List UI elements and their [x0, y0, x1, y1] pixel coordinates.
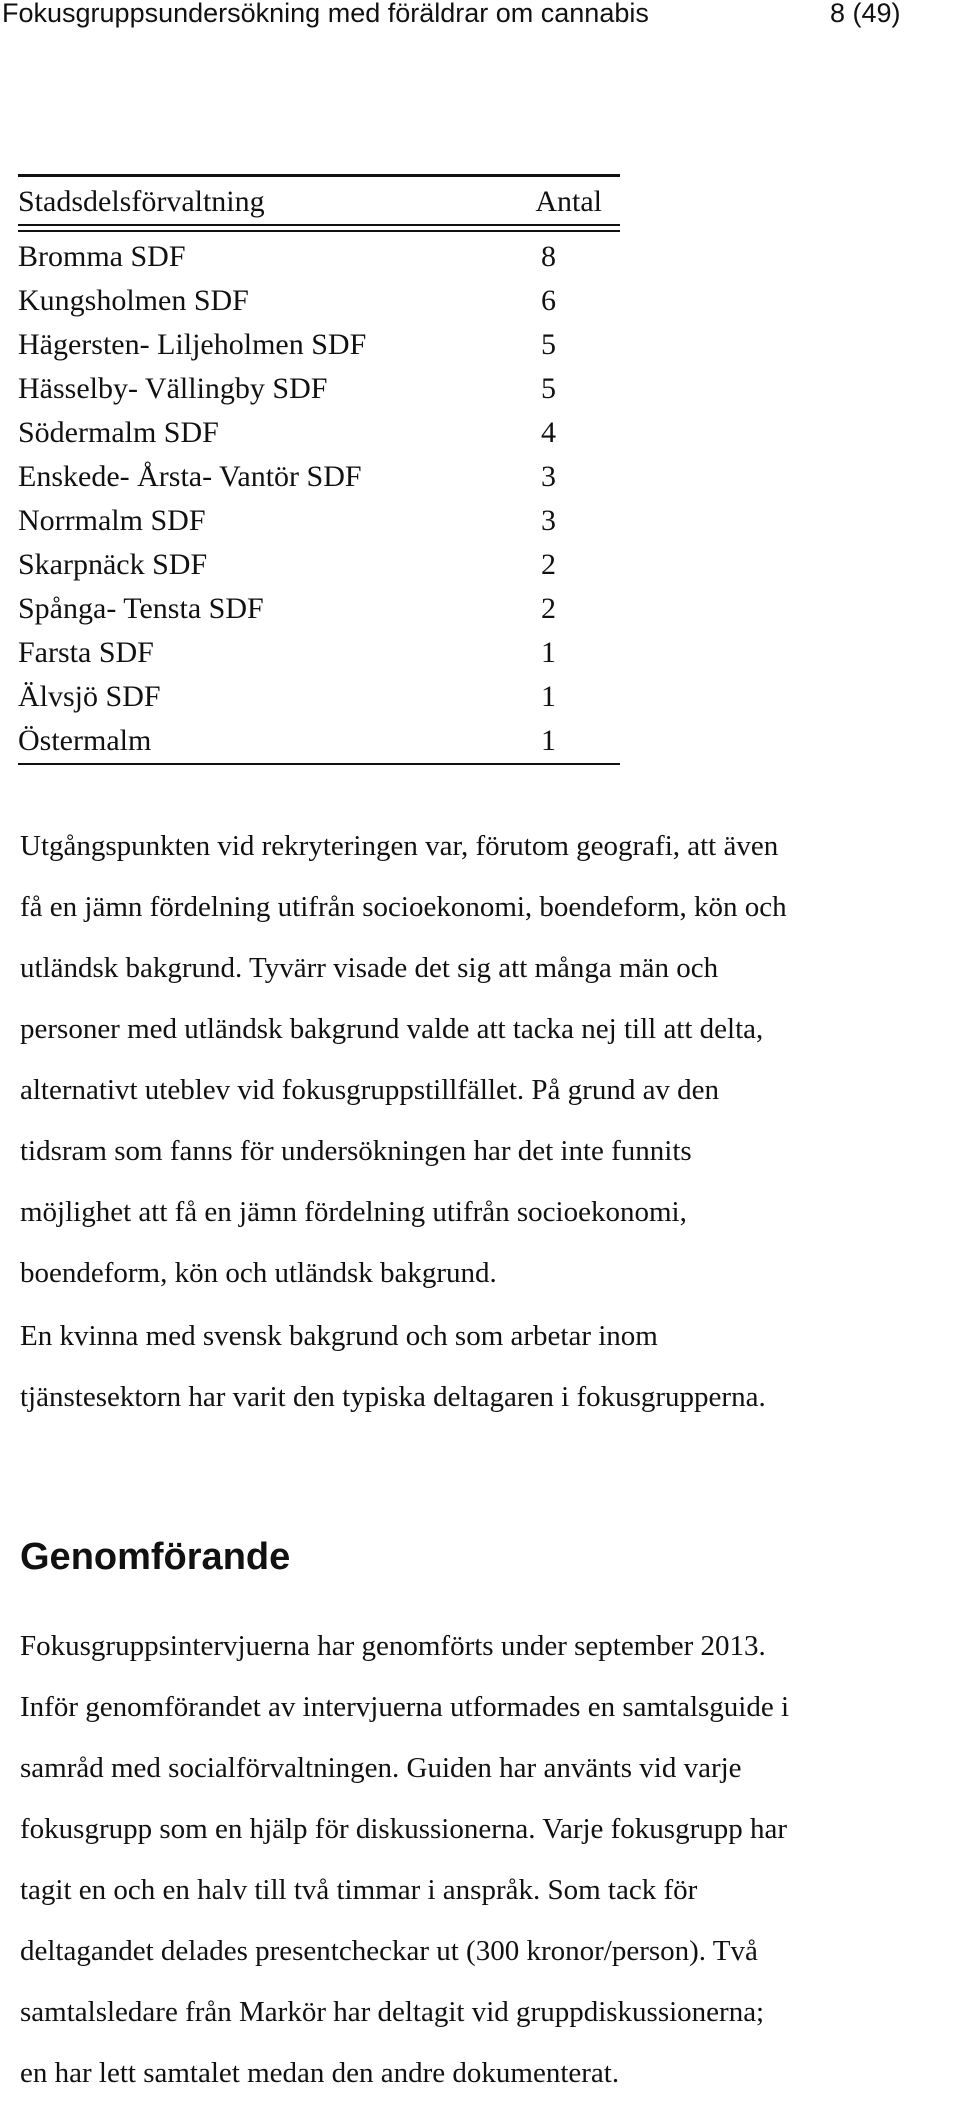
table-row [18, 235, 620, 279]
text-line: personer med utländsk bakgrund valde att tacka nej till att delta, [20, 1013, 764, 1045]
table-bottom-rule [18, 763, 620, 765]
column-header-count: Antal [535, 185, 602, 218]
district-name: Bromma SDF [18, 240, 186, 273]
district-name: Hässelby- Vällingby SDF [18, 372, 328, 405]
typical-participant-paragraph [20, 1306, 960, 1428]
table-row [18, 631, 620, 675]
table-row [18, 411, 620, 455]
district-count: 5 [541, 372, 556, 405]
district-count: 1 [541, 724, 556, 757]
district-name: Farsta SDF [18, 636, 154, 669]
table-row [18, 455, 620, 499]
district-count: 3 [541, 504, 556, 537]
district-count: 2 [541, 548, 556, 581]
recruitment-paragraph [20, 816, 960, 1304]
table-body [18, 235, 620, 763]
table-row [18, 279, 620, 323]
district-name: Kungsholmen SDF [18, 284, 249, 317]
district-name: Hägersten- Liljeholmen SDF [18, 328, 367, 361]
text-line: En kvinna med svensk bakgrund och som arbetar inom [20, 1320, 658, 1352]
district-name: Spånga- Tensta SDF [18, 592, 264, 625]
header-rule [18, 224, 620, 226]
text-line: tagit en och en halv till två timmar i anspråk. Som tack för [20, 1874, 698, 1906]
text-line: fokusgrupp som en hjälp för diskussionerna. Varje fokusgrupp har [20, 1813, 788, 1845]
column-header-district: Stadsdelsförvaltning [18, 185, 265, 218]
text-line: boendeform, kön och utländsk bakgrund. [20, 1257, 497, 1289]
table-row [18, 543, 620, 587]
district-name: Älvsjö SDF [18, 680, 161, 713]
district-name: Norrmalm SDF [18, 504, 206, 537]
district-count: 8 [541, 240, 556, 273]
text-line: samtalsledare från Markör har deltagit vid gruppdiskussionerna; [20, 1996, 765, 2028]
table-row [18, 587, 620, 631]
text-line: deltagandet delades presentcheckar ut (300 kronor/person). Två [20, 1935, 758, 1967]
district-count: 2 [541, 592, 556, 625]
text-line: Fokusgruppsintervjuerna har genomförts under september 2013. [20, 1630, 766, 1662]
text-line: tjänstesektorn har varit den typiska deltagaren i fokusgrupperna. [20, 1381, 766, 1413]
text-line: en har lett samtalet medan den andre dokumenterat. [20, 2057, 620, 2089]
district-name: Enskede- Årsta- Vantör SDF [18, 460, 362, 493]
district-name: Södermalm SDF [18, 416, 219, 449]
text-line: få en jämn fördelning utifrån socioekonomi, boendeform, kön och [20, 891, 787, 923]
district-count: 5 [541, 328, 556, 361]
district-name: Skarpnäck SDF [18, 548, 208, 581]
document-title: Fokusgruppsundersökning med föräldrar om cannabis [2, 0, 649, 28]
table-row [18, 323, 620, 367]
implementation-paragraph [20, 1616, 960, 2104]
text-line: Inför genomförandet av intervjuerna utformades en samtalsguide i [20, 1691, 790, 1723]
text-line: möjlighet att få en jämn fördelning utifrån socioekonomi, [20, 1196, 687, 1228]
text-line: tidsram som fanns för undersökningen har det inte funnits [20, 1135, 692, 1167]
district-count: 1 [541, 636, 556, 669]
district-count: 4 [541, 416, 556, 449]
table-row [18, 499, 620, 543]
table-row [18, 367, 620, 411]
table-row [18, 675, 620, 719]
page-number: 8 (49) [830, 0, 901, 28]
table-top-rule [18, 174, 620, 177]
text-line: utländsk bakgrund. Tyvärr visade det sig att många män och [20, 952, 719, 984]
district-count: 6 [541, 284, 556, 317]
section-heading: Genomförande [20, 1536, 291, 1578]
table-row [18, 719, 620, 763]
district-count: 1 [541, 680, 556, 713]
text-line: Utgångspunkten vid rekryteringen var, förutom geografi, att även [20, 830, 779, 862]
header-rule [18, 230, 620, 232]
page-header [0, 0, 960, 30]
text-line: alternativt uteblev vid fokusgruppstillfället. På grund av den [20, 1074, 720, 1106]
text-line: samråd med socialförvaltningen. Guiden har använts vid varje [20, 1752, 742, 1784]
district-count: 3 [541, 460, 556, 493]
district-name: Östermalm [18, 724, 152, 757]
